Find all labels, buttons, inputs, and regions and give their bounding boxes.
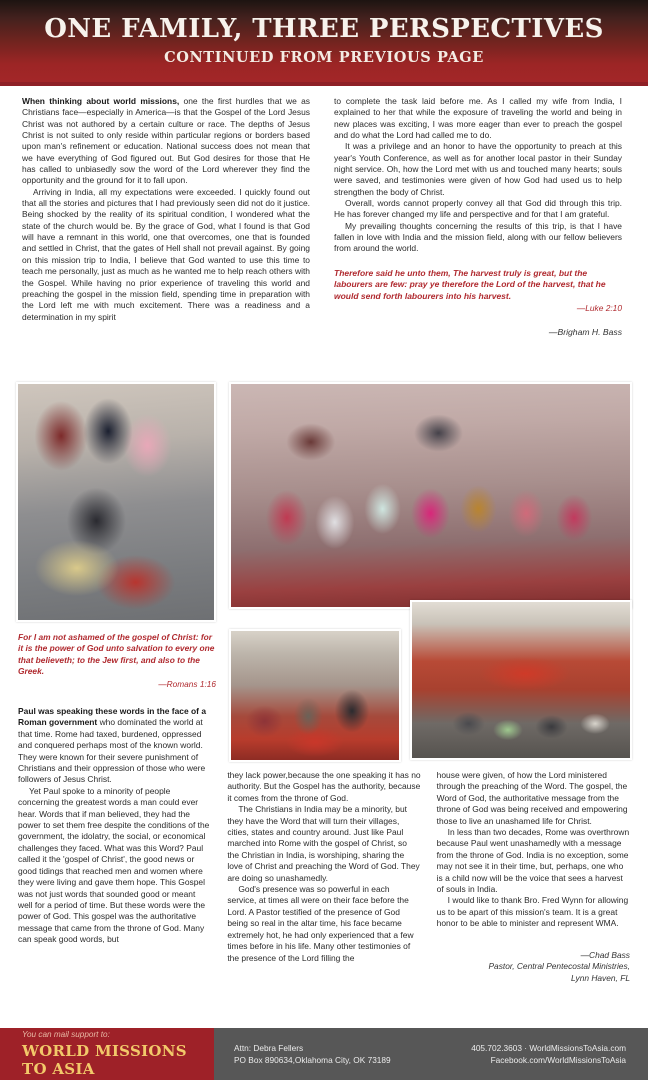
byline-city: Lynn Haven, FL bbox=[571, 972, 630, 983]
paragraph: The Christians in India may be a minority, but they have the Word that will turn their villages, cities, states and country around. Just like Paul marched into Rome with the gospel of Christ, so the Christian in India, is worshiping, sharing the love of Christ and preaching the Word of God. They are doing so unashamedly. bbox=[227, 804, 420, 883]
top-right-column bbox=[334, 96, 622, 337]
paragraph: In less than two decades, Rome was overthrown because Paul went unashamedly with a message from the throne of God. India is no exception, some may not see it in their time, but, perhaps, one who is a child now will be the voice that sees a harvest of souls in India. bbox=[436, 827, 630, 895]
footer-attn-line: Attn: Debra Fellers bbox=[234, 1042, 304, 1053]
lead-in-bold: When thinking about world missions, bbox=[22, 96, 180, 106]
bottom-article-columns bbox=[0, 706, 648, 984]
paragraph: God's presence was so powerful in each service, at times all were on their face before the Lord. A Pastor testified of the presence of God being so real in the altar time, his face became extremely hot, he had only experienced that a few times before in his life. Many other testimonies of the presence of the Lord filling the bbox=[227, 884, 414, 963]
masthead-divider bbox=[0, 82, 648, 86]
paragraph-text: who dominated the world at that time. Rome had taxed, burdened, oppressed and conquered perhaps most of the known world. They were known for their severe punishment of Christians and their oppression of those who were followers of Jesus Christ. bbox=[18, 717, 206, 785]
footer-contact-panel bbox=[214, 1028, 648, 1080]
masthead-banner bbox=[0, 0, 648, 82]
photo-group-image bbox=[231, 384, 630, 607]
photo-group bbox=[229, 382, 632, 609]
page-footer bbox=[0, 1028, 648, 1080]
paragraph: Yet Paul spoke to a minority of people concerning the greatest words a man could ever hear. Words that if man believed, they had the power to set them free despite the conditions of the government, the idolatry, the social, or economical challenges they faced. What was this Word? Paul called it the 'gospel of Christ', the good news or good tidings that reached men and women where they were living and gave them hope. This Gospel was not just words that sounded good or meant well for a period of time. But these words were the power of God. This gospel was the authoritative message that came from the throne of God. Many can speak good words, but bbox=[18, 785, 210, 945]
author-byline bbox=[437, 950, 630, 984]
paragraph: It was a privilege and an honor to have the opportunity to preach at this year's Youth Conference, as well as for another local pastor in their Sunday night service. Oh, how the Lord met with us and touched many hearts; souls were saved, and testimonies were given of how God had used us to help strengthen the body of Christ. bbox=[334, 141, 622, 197]
scripture-reference: —Luke 2:10 bbox=[576, 302, 622, 313]
footer-pobox-line: PO Box 890634,Oklahoma City, OK 73189 bbox=[234, 1055, 391, 1065]
bottom-mid-column bbox=[227, 706, 420, 984]
footer-address bbox=[234, 1042, 391, 1067]
lead-in-bold: Paul was speaking these words in the face of a Roman government bbox=[18, 706, 207, 728]
bottom-right-column bbox=[437, 706, 630, 984]
byline-name: —Chad Bass bbox=[580, 949, 630, 960]
top-article-columns bbox=[0, 96, 648, 337]
caption-scripture: For I am not ashamed of the gospel of Christ: for it is the power of God unto salvation to every one that believeth; to the Jew first, and also to the Greek. bbox=[18, 632, 215, 677]
footer-phone-website[interactable]: 405.702.3603 · WorldMissionsToAsia.com bbox=[471, 1042, 626, 1053]
paragraph: Arriving in India, all my expectations were exceeded. I quickly found out that all the stories and pictures that I had previously seen did not do it justice. Being shocked by the reality of its spiritual condition, I wondered what the state of the church would be. By the grace of God, what I found is that God will have a remnant in this world, one that overcomes, one that is founded and settled in Christ, that the gates of Hell shall not prevail against. By going on this mission trip to India, I believe that God wanted to use this time to teach me personally, just as much as he wanted me to help reach others with the Gospel. While having no prior experience of traveling this world and preaching the gospel in the mission field, spending time in preparation with the Lord left me with much excitement. There was a readiness and a determination in my spirit bbox=[22, 186, 310, 322]
paragraph bbox=[18, 706, 211, 786]
caption-reference: —Romans 1:16 bbox=[158, 678, 216, 689]
photo-prayer-image bbox=[18, 384, 214, 620]
footer-mail-label: You can mail support to: bbox=[22, 1030, 110, 1039]
page-title: ONE FAMILY, THREE PERSPECTIVES bbox=[44, 14, 604, 45]
footer-brand-panel bbox=[0, 1028, 214, 1080]
photo-prayer bbox=[16, 382, 216, 622]
page-subtitle: CONTINUED FROM PREVIOUS PAGE bbox=[164, 48, 484, 66]
footer-contact-links bbox=[471, 1042, 626, 1067]
paragraph: they lack power,because the one speaking it has no authority. But the Gospel has the authority, because it comes from the throne of God. bbox=[227, 770, 421, 803]
top-left-column bbox=[22, 96, 310, 337]
footer-organization-name: WORLD MISSIONS TO ASIA bbox=[22, 1042, 187, 1078]
author-byline: —Brigham H. Bass bbox=[548, 326, 622, 337]
paragraph: My prevailing thoughts concerning the results of this trip, is that I have fallen in love with India and the mission field, along with our fellow believers from around the world. bbox=[334, 220, 622, 254]
paragraph: I would like to thank Bro. Fred Wynn for allowing us to be apart of this mission's team. It is a great honor to be able to minister and represent WMA. bbox=[436, 895, 629, 929]
photo-caption-block bbox=[18, 632, 216, 689]
footer-facebook[interactable]: Facebook.com/WorldMissionsToAsia bbox=[490, 1055, 626, 1065]
paragraph: house were given, of how the Lord ministered through the preaching of the Word. The gospel, the Word of God, the authoritative message from the throne of God was being received and empowering those to live an unashamed life for Christ. bbox=[436, 770, 628, 826]
paragraph: Overall, words cannot properly convey all that God did through this trip. He has forever changed my life and perspective and for that I am grateful. bbox=[334, 198, 622, 220]
paragraph-text: one the first hurdles that we as Christians face—especially in America—is that the Gospel of the Lord Jesus Christ was not authored by a certain culture or race. The depths of Jesus Christ is not suited to only reside within particular regions or borders based upon man's refinement or education. National success does not mean that we have everything of God figured out. But God desires for those that He has called to unbiasedly sow the word of the Lord wherever they find the opportunity and the ground for it to fall upon. bbox=[22, 96, 310, 186]
paragraph bbox=[22, 96, 310, 187]
byline-title: Pastor, Central Pentecostal Ministries, bbox=[488, 961, 630, 972]
paragraph: to complete the task laid before me. As I called my wife from India, I explained to her that while the exposure of traveling the world and being in new places was exciting, I was more eager than ever to preach the gospel and do what the Lord had called me to do. bbox=[334, 96, 622, 141]
bottom-left-column bbox=[18, 706, 211, 984]
scripture-quote: Therefore said he unto them, The harvest truly is great, but the labourers are few: pray ye therefore the Lord of the harvest, that he would send forth labourers into his harvest. bbox=[334, 267, 606, 301]
